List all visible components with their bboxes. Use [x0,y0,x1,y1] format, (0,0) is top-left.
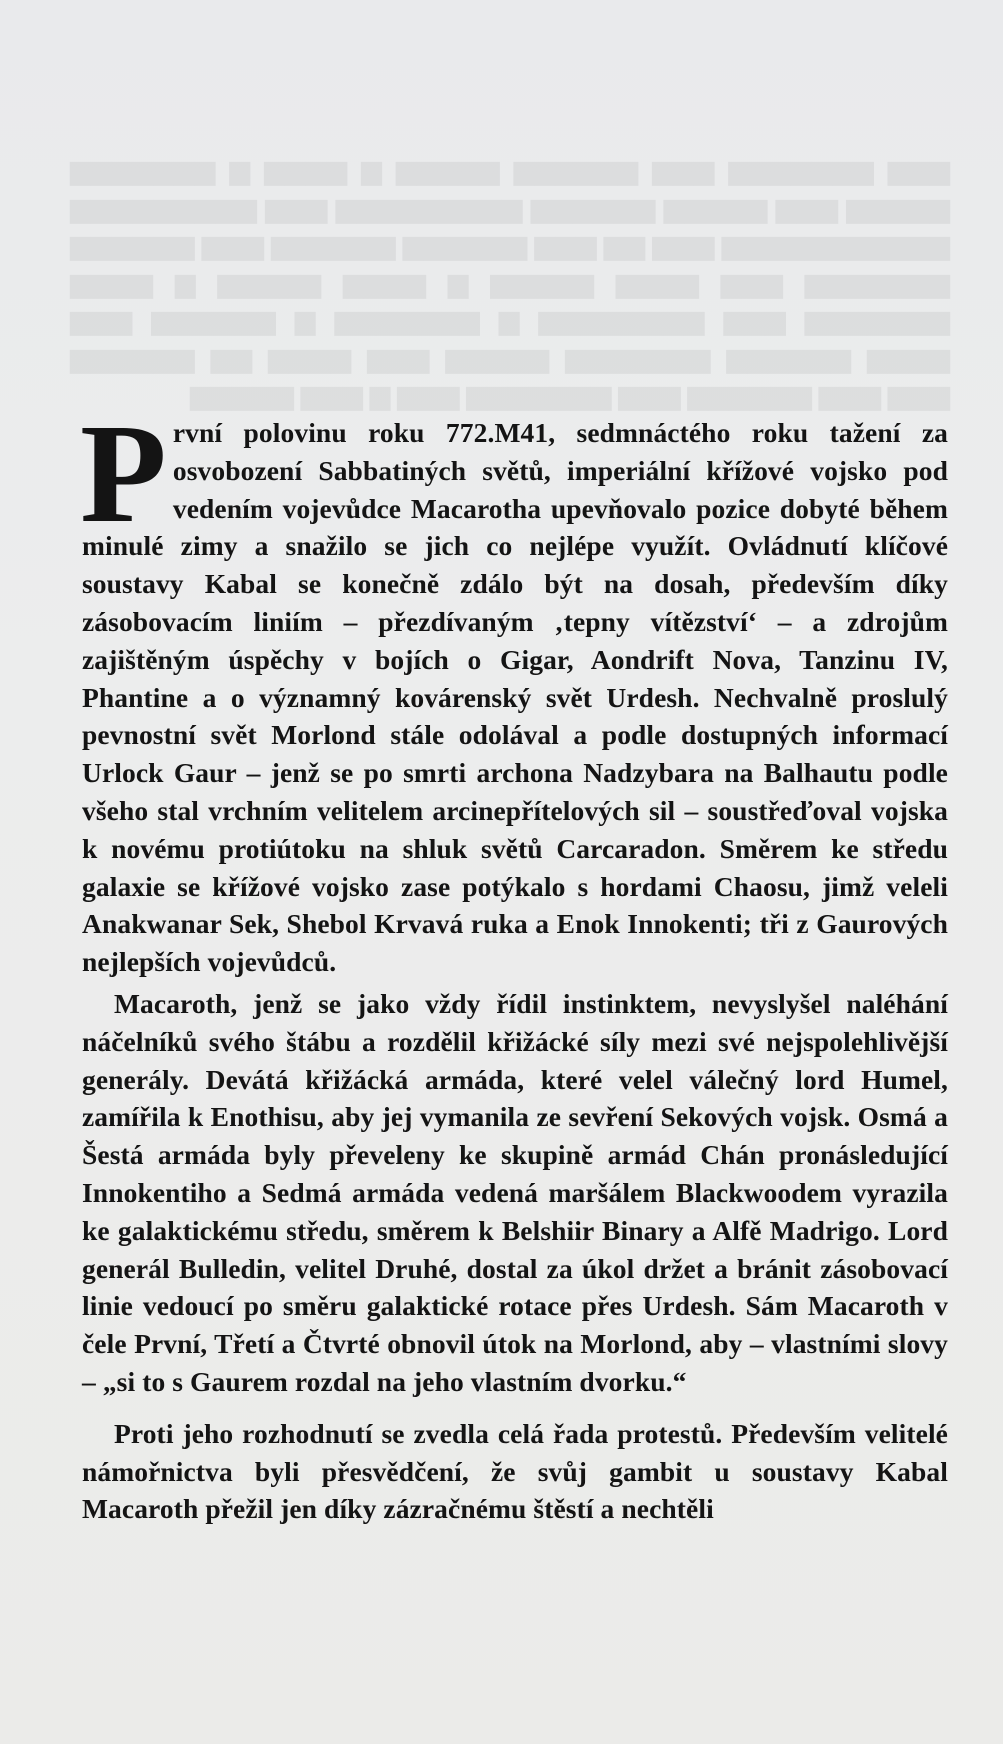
show-through-text: ▆▆▆ ▆▆▆▆▆▆▆ ▆▆▆ ▆▆▆▆▆▆ ▆▆▆▆▆ ▆ ▆▆▆▆ ▆ ▆▆▆▆▆▆▆ ▆▆▆▆▆ ▆▆▆ ▆▆▆▆▆ ▆▆▆▆▆▆ ▆▆▆▆▆▆▆▆▆ ▆▆▆ ▆▆▆▆▆▆▆▆▆ ▆▆▆▆▆▆▆▆▆▆▆ ▆▆▆ ▆▆ ▆▆▆ ▆▆▆▆▆▆ ▆▆▆▆▆▆ ▆▆▆ ▆▆▆▆▆▆ ▆▆▆▆▆▆▆ ▆▆▆ ▆▆▆▆ ▆▆▆▆▆ ▆ ▆▆▆▆ ▆▆▆▆▆ ▆ ▆▆▆▆ ▆▆▆▆▆▆▆ ▆▆▆ ▆▆▆▆▆▆▆▆ ▆ ▆▆▆▆▆▆▆ ▆ ▆▆▆▆▆▆ ▆▆▆ ▆▆▆▆ ▆▆▆▆▆▆ ▆▆▆▆▆▆▆ ▆▆▆▆▆ ▆▆▆ ▆▆▆▆ ▆▆ ▆▆▆▆▆▆ ▆▆▆ ▆▆▆ ▆▆▆▆▆▆ ▆▆▆ ▆▆▆▆▆▆▆ ▆▆▆ ▆ ▆▆▆ ▆▆▆▆▆ [70,155,950,410]
paragraph-3: Proti jeho rozhodnutí se zvedla celá řada protestů. Především velitelé námořnictva byli přesvědčení, že svůj gambit u soustavy Kabal Macaroth přežil jen díky zázračnému štěstí a nechtěli [82,1417,948,1525]
paragraph-1-text: rvní polovinu roku 772.M41, sedmnáctého roku tažení za osvobození Sabbatiných světů, imperiální křížové vojsko pod vedením vojevůdce Macarotha upevňovalo pozice dobyté během minulé zimy a snažilo se jich co nejlépe využít. Ovládnutí klíčové soustavy Kabal se konečně zdálo být na dosah, především díky zásobovacím liniím – přezdívaným ‚tepny vítězství‘ – a zdrojům zajištěným úspěchy v bojích o Gigar, Aondrift Nova, Tanzinu IV, Phantine a o významný kovárenský svět Urdesh. Nechvalně proslulý pevnostní svět Morlond stále odolával a podle dostupných informací Urlock Gaur – jenž se po smrti archona Nadzybara na Balhautu podle všeho stal vrchním velitelem arcinepřítelových sil – soustřeďoval vojska k novému protiútoku na shluk světů Carcaradon. Směrem ke středu galaxie se křížové vojsko zase potýkalo s hordami Chaosu, jimž veleli Anakwanar Sek, Shebol Krvavá ruka a Enok Innokenti; tři z Gaurových nejlepších vojevůdců. [82,417,948,978]
paragraph-1 [80,394,948,981]
paragraph-2: Macaroth, jenž se jako vždy řídil instinktem, nevyslyšel naléhání náčelníků svého štábu a rozdělil křižácké síly mezi své nejspolehlivější generály. Devátá křižácká armáda, které velel válečný lord Humel, zamířila k Enothisu, aby jej vymanila ze sevření Sekových vojsk. Osmá a Šestá armáda byly převeleny ke skupině armád Chán pronásledující Innokentiho a Sedmá armáda vedená maršálem Blackwoodem vyrazila ke galaktickému středu, směrem k Belshiir Binary a Alfě Madrigo. Lord generál Bulledin, velitel Druhé, dostal za úkol držet a bránit zásobovací linie vedoucí po směru galaktické rotace přes Urdesh. Sám Macaroth v čele První, Třetí a Čtvrté obnovil útok na Morlond, aby – vlastními slovy – „si to s Gaurem rozdal na jeho vlastním dvorku.“ [82,987,948,1397]
chapter-text [80,394,948,1528]
drop-cap: P [80,394,167,552]
